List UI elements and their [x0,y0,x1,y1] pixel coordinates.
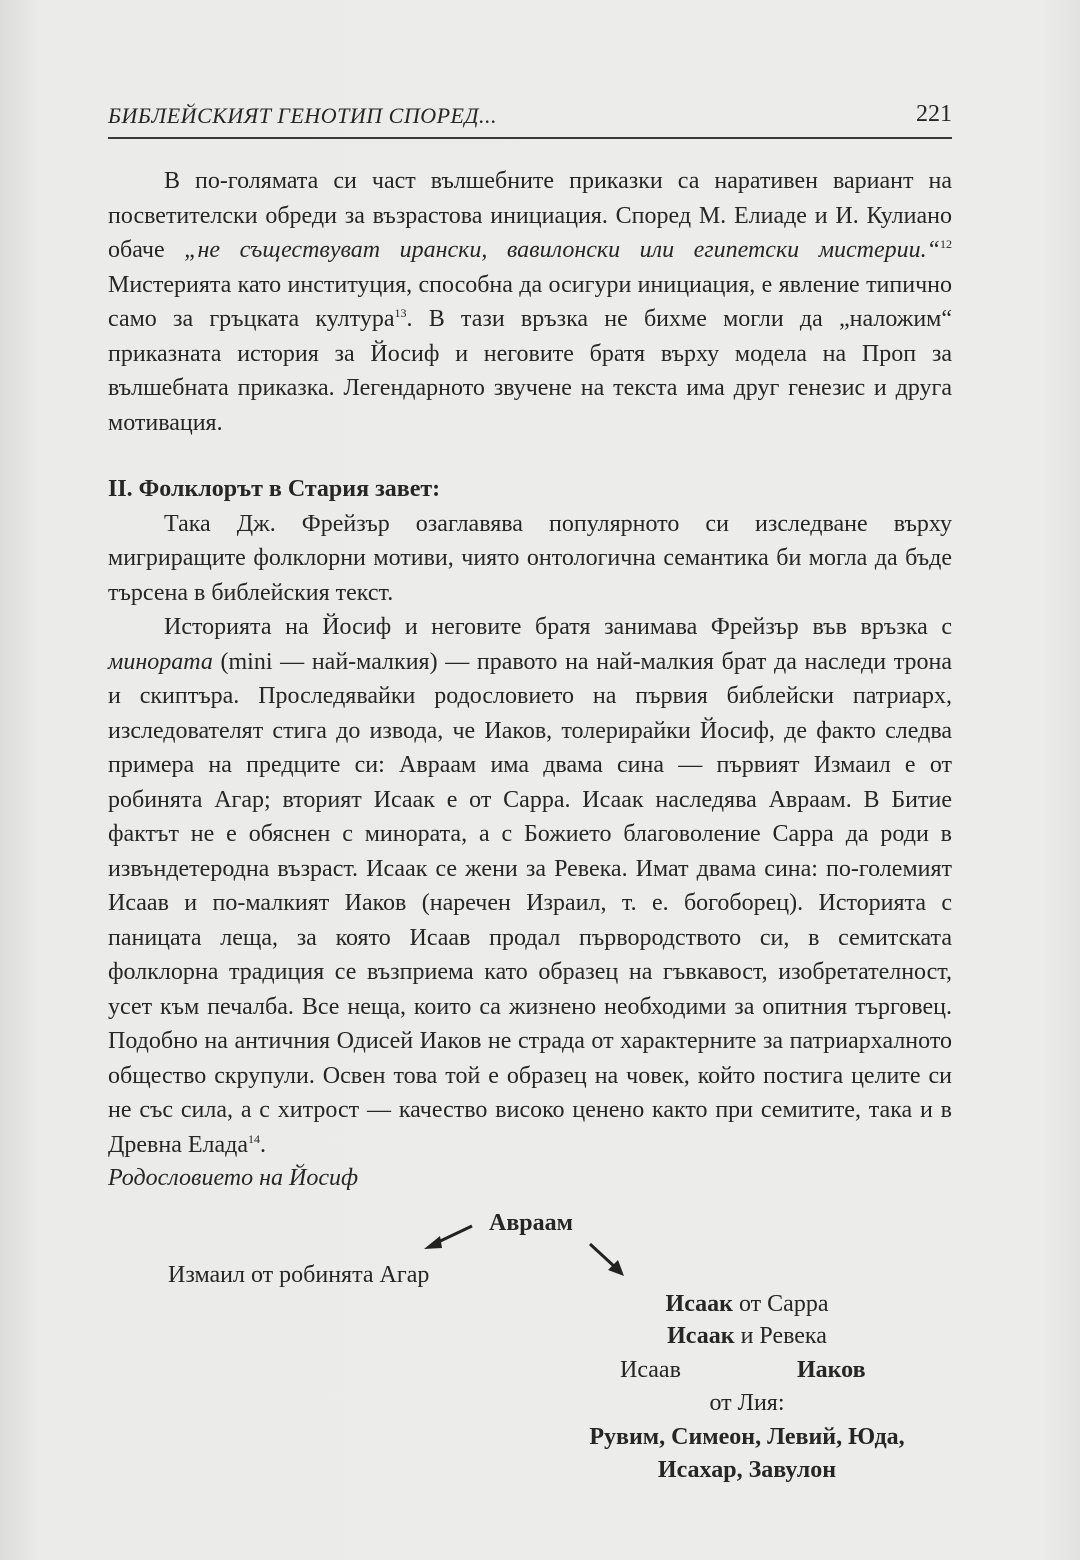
paragraph-2: Така Дж. Фрейзър озаглавява популярното си изследване върху мигриращите фолклорни мотиви, чиято онтологична семантика би могла да бъде търсена в библейския текст. [108,510,952,606]
running-title: БИБЛЕЙСКИЯТ ГЕНОТИП СПОРЕД... [108,103,497,128]
arrow-right-icon [586,1240,636,1280]
node-ishmael: Измаил от робинята Агар [168,1262,430,1288]
arrow-left-icon [420,1222,480,1252]
footnote-ref-13[interactable]: 13 [394,306,407,320]
node-sons-line2: Исахар, Завулон [657,1457,837,1483]
node-isaac-sarah: Исаак от Сарра [665,1291,829,1317]
quote: „не съществуват ирански, вавилонски или египетски мистерии.“ [184,237,941,263]
paragraph-3: Историята на Йосиф и неговите братя занимава Фрейзър във връзка с минората (mini — най-малкия) — правото на най-малкия брат да наследи трона и скиптъра. Проследявайки родословието на първия библейски патриарх, изследователят стига до извода, че Иаков, толерирайки Йосиф, де факто следва примера на предците си: Авраам има двама сина — първият Измаил е от робинята Агар; вторият Исаак е от Сарра. Исаак наследява Авраам. В Битие фактът не е обяснен с минората, а с Божието благоволение Сарра да роди в извъндетеродна възраст. Исаак се жени за Ревека. Имат двама сина: по-големият Исаав и по-малкият Иаков (наречен Израил, т. е. богоборец). Историята с паницата леща, за която Исаав продал първородството си, в семитската фолклорна традиция се възприема като образец на гъвкавост, изобретателност, усет към печалба. Все неща, които са жизнено необходими за опитния търговец. Подобно на античния Одисей Иаков не страда от характерните за патриархалното общество скрупули. Освен това той е образец на човек, който постига целите си не със сила, а с хитрост — качество високо ценено както при семитите, така и в Древна Елада$^{14}$. [108,614,952,1158]
node-sons-line1: Рувим, Симеон, Левий, Юда, [589,1424,905,1450]
section-heading: II. Фолклорът в Стария завет: [108,476,441,502]
node-isaac-rebekah: Исаак и Ревека [667,1323,827,1349]
node-from-leah: от Лия: [709,1390,785,1416]
term-minorat: минората [108,648,213,675]
footnote-ref-12[interactable]: 12 [940,237,953,251]
footnote-ref-14[interactable]: 14 [248,1131,261,1146]
node-esau: Исаав [620,1357,681,1383]
page-number: 221 [916,101,952,127]
paragraph-1: В по-голямата си част вълшебните приказки са наративен вариант на посветителски обреди за възрастова инициация. Според М. Елиаде и И. Кулиано обаче „не съществуват ирански, вавилонски или египетски мистерии.“$^{12}$ Мистерията като институция, способна да осигури инициация, е явление типично само за гръцката култура$^{13}$. В тази връзка не бихме могли да „наложим“ приказната история за Йосиф и неговите братя върху модела на Проп за вълшебната приказка. Легендарното звучене на текста има друг генезис и друга мотивация. [108,168,953,436]
node-jacob: Иаков [797,1357,866,1383]
genealogy-caption: Родословието на Йосиф [108,1165,359,1191]
node-abraham: Авраам [489,1210,573,1236]
